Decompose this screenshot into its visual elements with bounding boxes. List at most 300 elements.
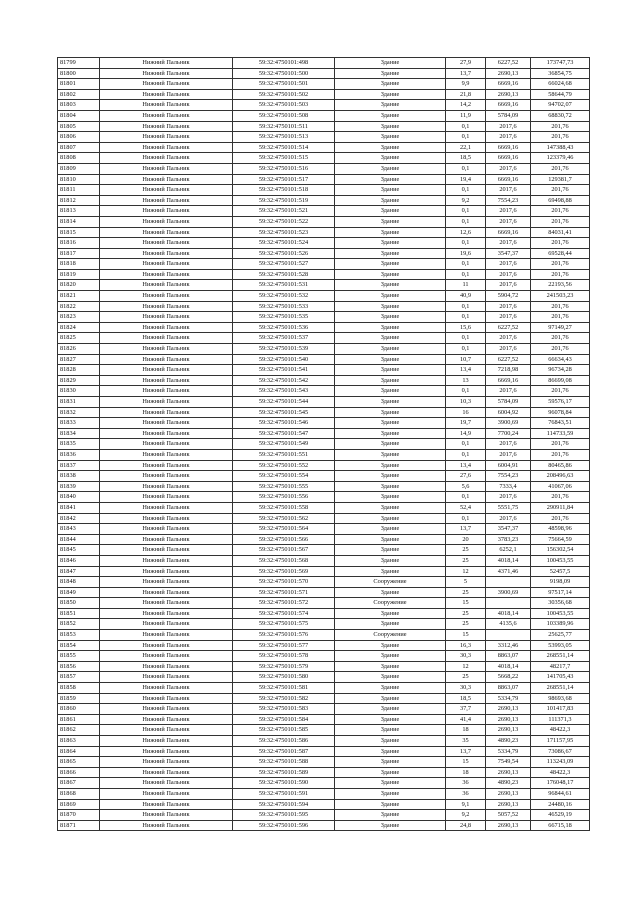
row-number: 81850	[58, 598, 100, 609]
object-type: Здание	[335, 280, 446, 291]
cadastral-value: 36854,75	[531, 68, 590, 79]
row-number: 81823	[58, 312, 100, 323]
object-type: Здание	[335, 587, 446, 598]
specific-value: 6669,16	[486, 174, 531, 185]
object-type: Здание	[335, 100, 446, 111]
settlement-name: Нижний Пальник	[100, 195, 233, 206]
table-row	[58, 471, 590, 482]
row-number: 81855	[58, 651, 100, 662]
row-number: 81856	[58, 661, 100, 672]
cadastral-number: 59:32:4750101:542	[233, 375, 335, 386]
specific-value: 4018,14	[486, 661, 531, 672]
specific-value: 4371,46	[486, 566, 531, 577]
row-number: 81843	[58, 524, 100, 535]
area-value: 40,9	[446, 291, 486, 302]
cadastral-number: 59:32:4750101:576	[233, 630, 335, 641]
cadastral-number: 59:32:4750101:498	[233, 58, 335, 69]
object-type: Здание	[335, 185, 446, 196]
cadastral-number: 59:32:4750101:511	[233, 121, 335, 132]
object-type: Сооружение	[335, 577, 446, 588]
area-value: 15	[446, 598, 486, 609]
settlement-name: Нижний Пальник	[100, 619, 233, 630]
object-type: Здание	[335, 269, 446, 280]
area-value: 16,3	[446, 640, 486, 651]
table-row	[58, 227, 590, 238]
settlement-name: Нижний Пальник	[100, 301, 233, 312]
specific-value: 6669,16	[486, 375, 531, 386]
row-number: 81833	[58, 418, 100, 429]
table-row	[58, 714, 590, 725]
table-row	[58, 555, 590, 566]
row-number: 81860	[58, 704, 100, 715]
specific-value: 3900,69	[486, 418, 531, 429]
area-value: 13,7	[446, 746, 486, 757]
row-number: 81807	[58, 142, 100, 153]
area-value: 0,1	[446, 312, 486, 323]
specific-value: 2690,13	[486, 788, 531, 799]
cadastral-number: 59:32:4750101:543	[233, 386, 335, 397]
specific-value: 6227,52	[486, 354, 531, 365]
cadastral-number: 59:32:4750101:539	[233, 344, 335, 355]
area-value: 27,6	[446, 471, 486, 482]
object-type: Здание	[335, 110, 446, 121]
area-value: 0,1	[446, 344, 486, 355]
specific-value: 2690,13	[486, 704, 531, 715]
cadastral-number: 59:32:4750101:594	[233, 799, 335, 810]
cadastral-value: 46529,19	[531, 810, 590, 821]
settlement-name: Нижний Пальник	[100, 725, 233, 736]
area-value: 11,9	[446, 110, 486, 121]
object-type: Здание	[335, 736, 446, 747]
settlement-name: Нижний Пальник	[100, 651, 233, 662]
cadastral-value: 100453,55	[531, 608, 590, 619]
row-number: 81869	[58, 799, 100, 810]
table-row	[58, 524, 590, 535]
table-row	[58, 598, 590, 609]
table-row	[58, 174, 590, 185]
cadastral-value: 75664,59	[531, 534, 590, 545]
cadastral-value: 103389,96	[531, 619, 590, 630]
object-type: Здание	[335, 619, 446, 630]
specific-value	[486, 598, 531, 609]
settlement-name: Нижний Пальник	[100, 545, 233, 556]
settlement-name: Нижний Пальник	[100, 153, 233, 164]
area-value: 0,1	[446, 269, 486, 280]
cadastral-value: 114733,59	[531, 428, 590, 439]
cadastral-number: 59:32:4750101:540	[233, 354, 335, 365]
specific-value: 7549,54	[486, 757, 531, 768]
cadastral-value: 48217,7	[531, 661, 590, 672]
specific-value: 2017,6	[486, 344, 531, 355]
cadastral-value: 58644,79	[531, 89, 590, 100]
cadastral-value: 96734,28	[531, 365, 590, 376]
specific-value: 3312,46	[486, 640, 531, 651]
table-row	[58, 238, 590, 249]
settlement-name: Нижний Пальник	[100, 110, 233, 121]
specific-value: 6004,92	[486, 407, 531, 418]
cadastral-value: 94702,07	[531, 100, 590, 111]
settlement-name: Нижний Пальник	[100, 354, 233, 365]
object-type: Здание	[335, 68, 446, 79]
cadastral-value: 173747,73	[531, 58, 590, 69]
object-type: Здание	[335, 683, 446, 694]
cadastral-value: 59576,17	[531, 397, 590, 408]
cadastral-number: 59:32:4750101:574	[233, 608, 335, 619]
row-number: 81867	[58, 778, 100, 789]
cadastral-number: 59:32:4750101:502	[233, 89, 335, 100]
area-value: 0,1	[446, 132, 486, 143]
specific-value: 2017,6	[486, 185, 531, 196]
table-row	[58, 608, 590, 619]
object-type: Здание	[335, 354, 446, 365]
area-value: 13,7	[446, 68, 486, 79]
specific-value: 6669,16	[486, 227, 531, 238]
object-type: Здание	[335, 460, 446, 471]
specific-value: 6669,16	[486, 153, 531, 164]
table-row	[58, 746, 590, 757]
area-value: 25	[446, 619, 486, 630]
object-type: Здание	[335, 757, 446, 768]
object-type: Здание	[335, 238, 446, 249]
area-value: 15,6	[446, 322, 486, 333]
table-row	[58, 322, 590, 333]
cadastral-value: 98693,68	[531, 693, 590, 704]
settlement-name: Нижний Пальник	[100, 68, 233, 79]
table-row	[58, 386, 590, 397]
area-value: 15	[446, 757, 486, 768]
area-value: 10,7	[446, 354, 486, 365]
settlement-name: Нижний Пальник	[100, 502, 233, 513]
specific-value	[486, 577, 531, 588]
specific-value: 2017,6	[486, 333, 531, 344]
table-row	[58, 312, 590, 323]
settlement-name: Нижний Пальник	[100, 333, 233, 344]
settlement-name: Нижний Пальник	[100, 524, 233, 535]
settlement-name: Нижний Пальник	[100, 418, 233, 429]
area-value: 25	[446, 672, 486, 683]
cadastral-number: 59:32:4750101:517	[233, 174, 335, 185]
specific-value: 2017,6	[486, 280, 531, 291]
area-value: 19,4	[446, 174, 486, 185]
cadastral-value: 66715,18	[531, 820, 590, 831]
cadastral-number: 59:32:4750101:575	[233, 619, 335, 630]
cadastral-value: 9198,09	[531, 577, 590, 588]
area-value: 25	[446, 587, 486, 598]
object-type: Здание	[335, 195, 446, 206]
settlement-name: Нижний Пальник	[100, 428, 233, 439]
area-value: 0,1	[446, 492, 486, 503]
object-type: Здание	[335, 428, 446, 439]
object-type: Здание	[335, 142, 446, 153]
row-number: 81868	[58, 788, 100, 799]
specific-value: 6227,52	[486, 58, 531, 69]
object-type: Здание	[335, 502, 446, 513]
specific-value: 2017,6	[486, 132, 531, 143]
table-row	[58, 195, 590, 206]
cadastral-value: 111371,3	[531, 714, 590, 725]
settlement-name: Нижний Пальник	[100, 608, 233, 619]
settlement-name: Нижний Пальник	[100, 757, 233, 768]
table-row	[58, 259, 590, 270]
cadastral-number: 59:32:4750101:518	[233, 185, 335, 196]
cadastral-value: 201,76	[531, 163, 590, 174]
row-number: 81809	[58, 163, 100, 174]
row-number: 81865	[58, 757, 100, 768]
table-row	[58, 439, 590, 450]
object-type: Здание	[335, 704, 446, 715]
cadastral-value-table	[57, 57, 590, 831]
area-value: 35	[446, 736, 486, 747]
cadastral-number: 59:32:4750101:586	[233, 736, 335, 747]
object-type: Здание	[335, 746, 446, 757]
cadastral-value: 113243,09	[531, 757, 590, 768]
object-type: Здание	[335, 545, 446, 556]
table-row	[58, 587, 590, 598]
settlement-name: Нижний Пальник	[100, 471, 233, 482]
row-number: 81825	[58, 333, 100, 344]
table-row	[58, 566, 590, 577]
cadastral-value: 171157,95	[531, 736, 590, 747]
specific-value: 2017,6	[486, 513, 531, 524]
row-number: 81866	[58, 767, 100, 778]
table-row	[58, 365, 590, 376]
specific-value: 2017,6	[486, 216, 531, 227]
settlement-name: Нижний Пальник	[100, 640, 233, 651]
cadastral-value: 201,76	[531, 386, 590, 397]
row-number: 81816	[58, 238, 100, 249]
cadastral-value: 201,76	[531, 132, 590, 143]
cadastral-value: 156302,54	[531, 545, 590, 556]
table-row	[58, 418, 590, 429]
settlement-name: Нижний Пальник	[100, 132, 233, 143]
object-type: Здание	[335, 513, 446, 524]
object-type: Здание	[335, 79, 446, 90]
specific-value: 7700,24	[486, 428, 531, 439]
specific-value: 2017,6	[486, 312, 531, 323]
object-type: Здание	[335, 407, 446, 418]
specific-value: 4018,14	[486, 555, 531, 566]
settlement-name: Нижний Пальник	[100, 439, 233, 450]
object-type: Здание	[335, 524, 446, 535]
cadastral-number: 59:32:4750101:554	[233, 471, 335, 482]
cadastral-value: 48422,3	[531, 725, 590, 736]
area-value: 0,1	[446, 206, 486, 217]
row-number: 81802	[58, 89, 100, 100]
cadastral-number: 59:32:4750101:549	[233, 439, 335, 450]
cadastral-value: 53993,05	[531, 640, 590, 651]
cadastral-value: 201,76	[531, 216, 590, 227]
object-type: Здание	[335, 174, 446, 185]
cadastral-value: 66024,68	[531, 79, 590, 90]
cadastral-value: 201,76	[531, 185, 590, 196]
table-row	[58, 301, 590, 312]
cadastral-value: 52457,5	[531, 566, 590, 577]
area-value: 0,1	[446, 121, 486, 132]
table-row	[58, 354, 590, 365]
settlement-name: Нижний Пальник	[100, 778, 233, 789]
table-row	[58, 767, 590, 778]
specific-value: 2017,6	[486, 206, 531, 217]
area-value: 13,4	[446, 365, 486, 376]
cadastral-number: 59:32:4750101:590	[233, 778, 335, 789]
area-value: 25	[446, 545, 486, 556]
cadastral-number: 59:32:4750101:571	[233, 587, 335, 598]
specific-value: 3547,37	[486, 248, 531, 259]
cadastral-number: 59:32:4750101:537	[233, 333, 335, 344]
specific-value: 3900,69	[486, 587, 531, 598]
row-number: 81837	[58, 460, 100, 471]
table-row	[58, 68, 590, 79]
cadastral-number: 59:32:4750101:578	[233, 651, 335, 662]
area-value: 30,3	[446, 651, 486, 662]
row-number: 81822	[58, 301, 100, 312]
cadastral-number: 59:32:4750101:572	[233, 598, 335, 609]
cadastral-number: 59:32:4750101:528	[233, 269, 335, 280]
table-row	[58, 344, 590, 355]
area-value: 52,4	[446, 502, 486, 513]
area-value: 12	[446, 566, 486, 577]
area-value: 0,1	[446, 163, 486, 174]
table-row	[58, 704, 590, 715]
cadastral-value: 76843,51	[531, 418, 590, 429]
object-type: Здание	[335, 449, 446, 460]
settlement-name: Нижний Пальник	[100, 577, 233, 588]
cadastral-value: 201,76	[531, 492, 590, 503]
object-type: Здание	[335, 714, 446, 725]
area-value: 18,5	[446, 153, 486, 164]
object-type: Здание	[335, 227, 446, 238]
cadastral-value: 268551,14	[531, 683, 590, 694]
specific-value: 2017,6	[486, 238, 531, 249]
table-row	[58, 89, 590, 100]
area-value: 13,4	[446, 460, 486, 471]
table-row	[58, 577, 590, 588]
area-value: 12,6	[446, 227, 486, 238]
object-type: Здание	[335, 481, 446, 492]
area-value: 14,9	[446, 428, 486, 439]
specific-value: 5334,79	[486, 693, 531, 704]
row-number: 81801	[58, 79, 100, 90]
cadastral-number: 59:32:4750101:569	[233, 566, 335, 577]
settlement-name: Нижний Пальник	[100, 820, 233, 831]
specific-value: 2017,6	[486, 269, 531, 280]
settlement-name: Нижний Пальник	[100, 280, 233, 291]
cadastral-number: 59:32:4750101:580	[233, 672, 335, 683]
cadastral-number: 59:32:4750101:584	[233, 714, 335, 725]
settlement-name: Нижний Пальник	[100, 767, 233, 778]
settlement-name: Нижний Пальник	[100, 587, 233, 598]
settlement-name: Нижний Пальник	[100, 513, 233, 524]
row-number: 81857	[58, 672, 100, 683]
area-value: 9,2	[446, 810, 486, 821]
table-row	[58, 449, 590, 460]
settlement-name: Нижний Пальник	[100, 365, 233, 376]
object-type: Здание	[335, 216, 446, 227]
specific-value: 2690,13	[486, 68, 531, 79]
specific-value: 3547,37	[486, 524, 531, 535]
cadastral-number: 59:32:4750101:515	[233, 153, 335, 164]
cadastral-number: 59:32:4750101:521	[233, 206, 335, 217]
area-value: 41,4	[446, 714, 486, 725]
specific-value: 4018,14	[486, 608, 531, 619]
specific-value: 2017,6	[486, 301, 531, 312]
row-number: 81863	[58, 736, 100, 747]
settlement-name: Нижний Пальник	[100, 449, 233, 460]
specific-value: 6227,52	[486, 322, 531, 333]
object-type: Здание	[335, 163, 446, 174]
specific-value: 2017,6	[486, 492, 531, 503]
table-row	[58, 693, 590, 704]
row-number: 81814	[58, 216, 100, 227]
area-value: 0,1	[446, 449, 486, 460]
object-type: Здание	[335, 725, 446, 736]
object-type: Здание	[335, 386, 446, 397]
object-type: Здание	[335, 640, 446, 651]
row-number: 81832	[58, 407, 100, 418]
cadastral-value: 147388,43	[531, 142, 590, 153]
settlement-name: Нижний Пальник	[100, 269, 233, 280]
cadastral-value: 201,76	[531, 121, 590, 132]
specific-value: 7554,23	[486, 471, 531, 482]
settlement-name: Нижний Пальник	[100, 788, 233, 799]
settlement-name: Нижний Пальник	[100, 238, 233, 249]
cadastral-number: 59:32:4750101:531	[233, 280, 335, 291]
cadastral-number: 59:32:4750101:596	[233, 820, 335, 831]
area-value: 18,5	[446, 693, 486, 704]
settlement-name: Нижний Пальник	[100, 566, 233, 577]
cadastral-number: 59:32:4750101:562	[233, 513, 335, 524]
cadastral-value: 97149,27	[531, 322, 590, 333]
table-row	[58, 757, 590, 768]
specific-value: 5784,09	[486, 110, 531, 121]
object-type: Здание	[335, 301, 446, 312]
area-value: 9,9	[446, 79, 486, 90]
cadastral-number: 59:32:4750101:555	[233, 481, 335, 492]
settlement-name: Нижний Пальник	[100, 121, 233, 132]
table-row	[58, 661, 590, 672]
settlement-name: Нижний Пальник	[100, 185, 233, 196]
table-row	[58, 291, 590, 302]
settlement-name: Нижний Пальник	[100, 312, 233, 323]
specific-value: 5057,52	[486, 810, 531, 821]
area-value: 19,6	[446, 248, 486, 259]
row-number: 81862	[58, 725, 100, 736]
row-number: 81800	[58, 68, 100, 79]
row-number: 81861	[58, 714, 100, 725]
specific-value: 2017,6	[486, 386, 531, 397]
settlement-name: Нижний Пальник	[100, 344, 233, 355]
settlement-name: Нижний Пальник	[100, 227, 233, 238]
table-row	[58, 428, 590, 439]
area-value: 9,2	[446, 195, 486, 206]
area-value: 18	[446, 725, 486, 736]
row-number: 81820	[58, 280, 100, 291]
row-number: 81838	[58, 471, 100, 482]
table-row	[58, 58, 590, 69]
cadastral-number: 59:32:4750101:545	[233, 407, 335, 418]
object-type: Здание	[335, 259, 446, 270]
table-row	[58, 778, 590, 789]
registry-page	[57, 57, 589, 831]
settlement-name: Нижний Пальник	[100, 174, 233, 185]
cadastral-value: 97517,14	[531, 587, 590, 598]
settlement-name: Нижний Пальник	[100, 672, 233, 683]
object-type: Здание	[335, 566, 446, 577]
object-type: Здание	[335, 206, 446, 217]
area-value: 5,6	[446, 481, 486, 492]
specific-value: 4890,23	[486, 736, 531, 747]
cadastral-value: 201,76	[531, 333, 590, 344]
